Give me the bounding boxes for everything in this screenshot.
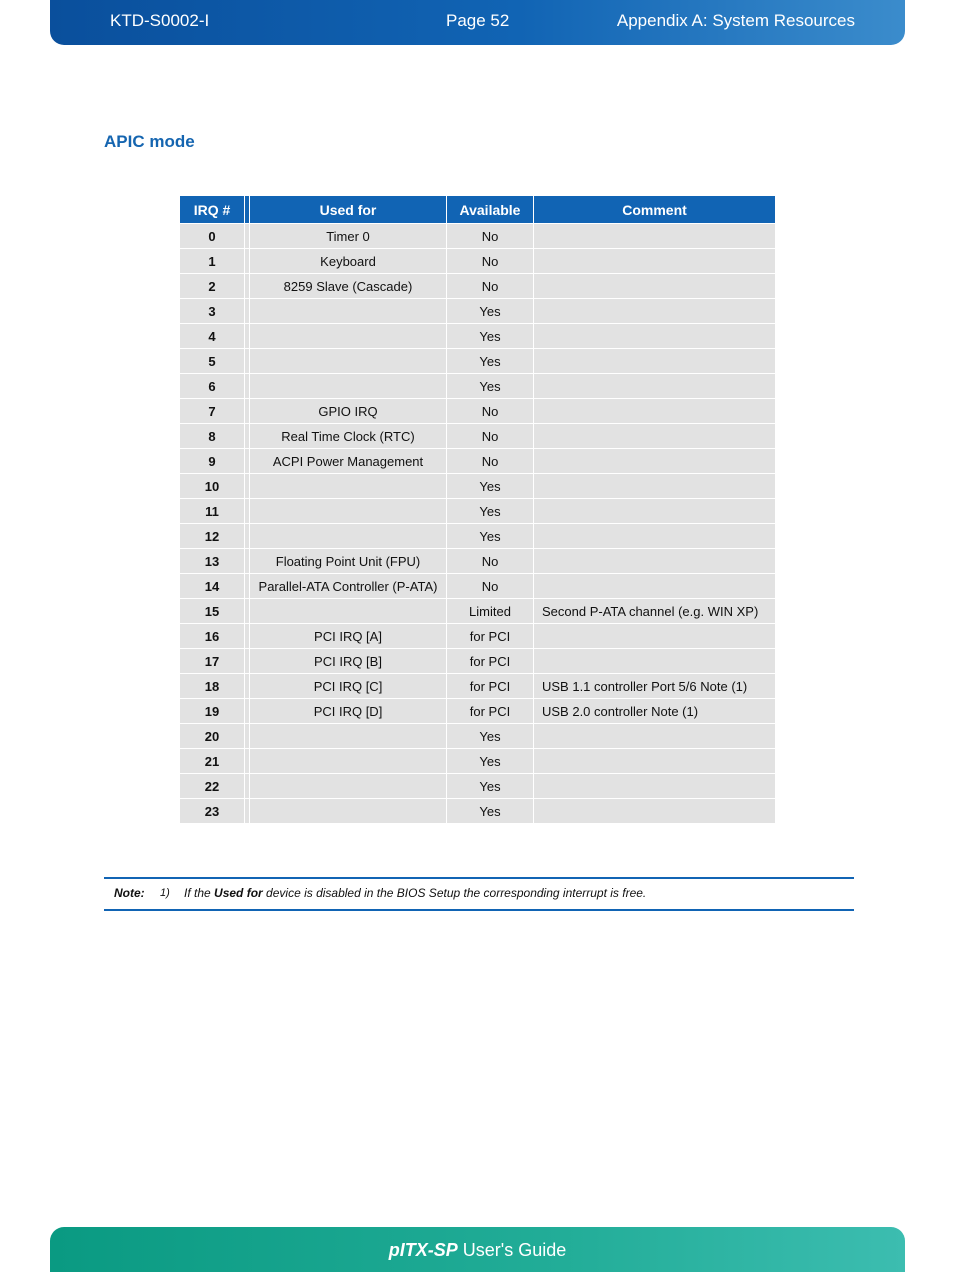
table-row <box>180 349 776 374</box>
table-row <box>180 574 776 599</box>
available-cell: No <box>447 549 534 574</box>
table-row <box>180 749 776 774</box>
footer-product: pITX-SP <box>388 1240 458 1260</box>
irq-cell: 21 <box>180 749 245 774</box>
note-box <box>104 877 854 911</box>
comment-cell <box>534 449 776 474</box>
note-label: Note: <box>114 886 145 900</box>
available-cell: Limited <box>447 599 534 624</box>
comment-cell <box>534 549 776 574</box>
irq-cell: 22 <box>180 774 245 799</box>
table-row <box>180 224 776 249</box>
note-bold: Used for <box>214 886 263 900</box>
comment-cell: USB 1.1 controller Port 5/6 Note (1) <box>534 674 776 699</box>
comment-cell <box>534 349 776 374</box>
comment-cell <box>534 524 776 549</box>
irq-cell: 6 <box>180 374 245 399</box>
available-cell: Yes <box>447 524 534 549</box>
comment-cell: Second P-ATA channel (e.g. WIN XP) <box>534 599 776 624</box>
available-cell: No <box>447 249 534 274</box>
table-row <box>180 649 776 674</box>
header-irq: IRQ # <box>180 196 245 224</box>
table-body <box>180 224 776 824</box>
irq-cell: 19 <box>180 699 245 724</box>
table-row <box>180 549 776 574</box>
used-for-cell <box>250 474 447 499</box>
irq-cell: 18 <box>180 674 245 699</box>
irq-cell: 12 <box>180 524 245 549</box>
table-row <box>180 449 776 474</box>
table-row <box>180 799 776 824</box>
irq-cell: 16 <box>180 624 245 649</box>
used-for-cell <box>250 599 447 624</box>
available-cell: for PCI <box>447 674 534 699</box>
comment-cell <box>534 649 776 674</box>
table-row <box>180 599 776 624</box>
table-row <box>180 699 776 724</box>
table-row <box>180 249 776 274</box>
irq-cell: 10 <box>180 474 245 499</box>
available-cell: No <box>447 399 534 424</box>
table-row <box>180 674 776 699</box>
comment-cell <box>534 399 776 424</box>
available-cell: No <box>447 574 534 599</box>
header-used-for: Used for <box>250 196 447 224</box>
used-for-cell <box>250 499 447 524</box>
table-row <box>180 774 776 799</box>
used-for-cell <box>250 799 447 824</box>
used-for-cell: Timer 0 <box>250 224 447 249</box>
page-number: Page 52 <box>446 11 510 30</box>
available-cell: Yes <box>447 349 534 374</box>
irq-cell: 9 <box>180 449 245 474</box>
irq-cell: 3 <box>180 299 245 324</box>
used-for-cell <box>250 349 447 374</box>
used-for-cell: PCI IRQ [C] <box>250 674 447 699</box>
table-row <box>180 274 776 299</box>
available-cell: Yes <box>447 799 534 824</box>
used-for-cell: ACPI Power Management <box>250 449 447 474</box>
note-number: 1) <box>160 887 170 899</box>
available-cell: Yes <box>447 474 534 499</box>
used-for-cell: Keyboard <box>250 249 447 274</box>
irq-cell: 20 <box>180 724 245 749</box>
available-cell: Yes <box>447 749 534 774</box>
used-for-cell <box>250 524 447 549</box>
comment-cell <box>534 374 776 399</box>
used-for-cell <box>250 324 447 349</box>
available-cell: No <box>447 424 534 449</box>
table-row <box>180 724 776 749</box>
irq-table <box>179 195 776 824</box>
table-row <box>180 524 776 549</box>
table-row <box>180 324 776 349</box>
comment-cell <box>534 424 776 449</box>
comment-cell <box>534 299 776 324</box>
comment-cell <box>534 274 776 299</box>
used-for-cell: Parallel-ATA Controller (P-ATA) <box>250 574 447 599</box>
comment-cell <box>534 749 776 774</box>
doc-id: KTD-S0002-I <box>110 11 210 30</box>
available-cell: Yes <box>447 774 534 799</box>
available-cell: Yes <box>447 724 534 749</box>
irq-cell: 4 <box>180 324 245 349</box>
available-cell: Yes <box>447 374 534 399</box>
available-cell: Yes <box>447 299 534 324</box>
comment-cell <box>534 624 776 649</box>
irq-cell: 8 <box>180 424 245 449</box>
note-prefix: If the <box>184 886 215 900</box>
comment-cell <box>534 799 776 824</box>
header-available: Available <box>447 196 534 224</box>
used-for-cell: Floating Point Unit (FPU) <box>250 549 447 574</box>
table-row <box>180 374 776 399</box>
table-row <box>180 399 776 424</box>
comment-cell <box>534 774 776 799</box>
available-cell: for PCI <box>447 649 534 674</box>
irq-cell: 17 <box>180 649 245 674</box>
irq-cell: 23 <box>180 799 245 824</box>
table-row <box>180 624 776 649</box>
comment-cell <box>534 574 776 599</box>
available-cell: for PCI <box>447 624 534 649</box>
irq-cell: 0 <box>180 224 245 249</box>
note-suffix: device is disabled in the BIOS Setup the corresponding interrupt is free. <box>262 886 647 900</box>
irq-cell: 1 <box>180 249 245 274</box>
used-for-cell: Real Time Clock (RTC) <box>250 424 447 449</box>
irq-cell: 2 <box>180 274 245 299</box>
section-title: APIC mode <box>104 132 195 151</box>
used-for-cell: GPIO IRQ <box>250 399 447 424</box>
comment-cell <box>534 249 776 274</box>
table-row <box>180 474 776 499</box>
irq-cell: 11 <box>180 499 245 524</box>
used-for-cell <box>250 374 447 399</box>
footer-suffix: User's Guide <box>457 1240 567 1260</box>
table-row <box>180 499 776 524</box>
available-cell: Yes <box>447 499 534 524</box>
used-for-cell: PCI IRQ [A] <box>250 624 447 649</box>
section-name: Appendix A: System Resources <box>616 11 855 30</box>
comment-cell <box>534 324 776 349</box>
used-for-cell <box>250 774 447 799</box>
used-for-cell: PCI IRQ [B] <box>250 649 447 674</box>
table-row <box>180 299 776 324</box>
table-header-row <box>180 196 776 224</box>
table-row <box>180 424 776 449</box>
available-cell: No <box>447 224 534 249</box>
note-text <box>184 886 646 900</box>
irq-cell: 7 <box>180 399 245 424</box>
used-for-cell <box>250 724 447 749</box>
available-cell: No <box>447 449 534 474</box>
page-header <box>50 0 905 45</box>
available-cell: for PCI <box>447 699 534 724</box>
comment-cell <box>534 474 776 499</box>
available-cell: No <box>447 274 534 299</box>
used-for-cell <box>250 749 447 774</box>
header-comment: Comment <box>534 196 776 224</box>
comment-cell <box>534 224 776 249</box>
available-cell: Yes <box>447 324 534 349</box>
irq-cell: 5 <box>180 349 245 374</box>
page-footer <box>50 1227 905 1272</box>
footer-title <box>50 1240 905 1261</box>
comment-cell <box>534 499 776 524</box>
used-for-cell: PCI IRQ [D] <box>250 699 447 724</box>
irq-cell: 14 <box>180 574 245 599</box>
comment-cell: USB 2.0 controller Note (1) <box>534 699 776 724</box>
comment-cell <box>534 724 776 749</box>
used-for-cell: 8259 Slave (Cascade) <box>250 274 447 299</box>
irq-cell: 15 <box>180 599 245 624</box>
irq-cell: 13 <box>180 549 245 574</box>
used-for-cell <box>250 299 447 324</box>
